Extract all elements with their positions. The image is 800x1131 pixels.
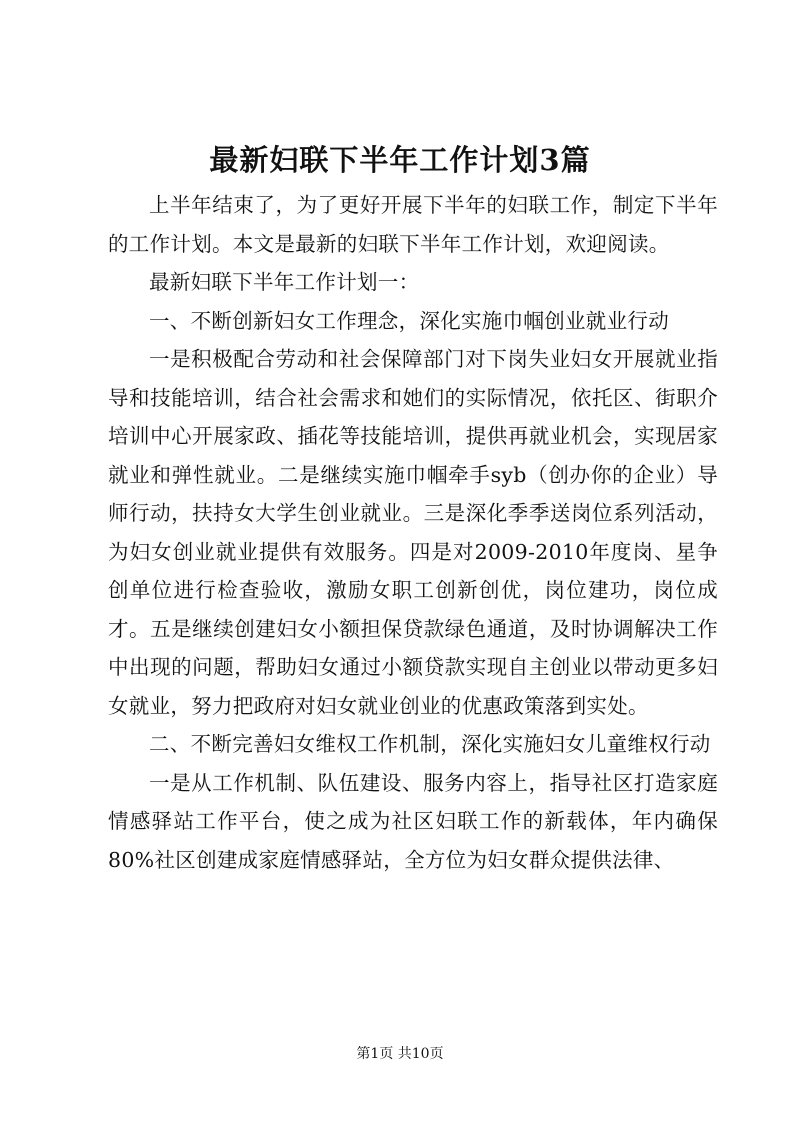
document-body bbox=[108, 186, 718, 879]
paragraph-section-two-body: 一是从工作机制、队伍建设、服务内容上，指导社区打造家庭情感驿站工作平台，使之成为社区妇联工作的新载体，年内确保80%社区创建成家庭情感驿站，全方位为妇女群众提供法律、 bbox=[108, 770, 718, 872]
page-footer: 第1页 共10页 bbox=[356, 1046, 444, 1062]
document-title: 最新妇联下半年工作计划3篇 bbox=[209, 143, 591, 177]
section-heading-two: 二、不断完善妇女维权工作机制，深化实施妇女儿童维权行动 bbox=[149, 732, 711, 756]
paragraph-intro: 上半年结束了，为了更好开展下半年的妇联工作，制定下半年的工作计划。本文是最新的妇联下半年工作计划，欢迎阅读。 bbox=[108, 193, 718, 256]
paragraph-plan-one-heading: 最新妇联下半年工作计划一： bbox=[149, 270, 420, 294]
paragraph-section-one-body: 一是积极配合劳动和社会保障部门对下岗失业妇女开展就业指导和技能培训，结合社会需求和她们的实际情况，依托区、街职介培训中心开展家政、插花等技能培训，提供再就业机会，实现居家就业和弹性就业。二是继续实施巾帼牵手syb（创办你的企业）导师行动，扶持女大学生创业就业。三是深化季季送岗位系列活动，为妇女创业就业提供有效服务。四是对2009-2010年度岗、星争创单位进行检查验收，激励女职工创新创优，岗位建功，岗位成才。五是继续创建妇女小额担保贷款绿色通道，及时协调解决工作中出现的问题，帮助妇女通过小额贷款实现自主创业以带动更多妇女就业，努力把政府对妇女就业创业的优惠政策落到实处。 bbox=[108, 347, 718, 718]
section-heading-one: 一、不断创新妇女工作理念，深化实施巾帼创业就业行动 bbox=[149, 308, 669, 333]
